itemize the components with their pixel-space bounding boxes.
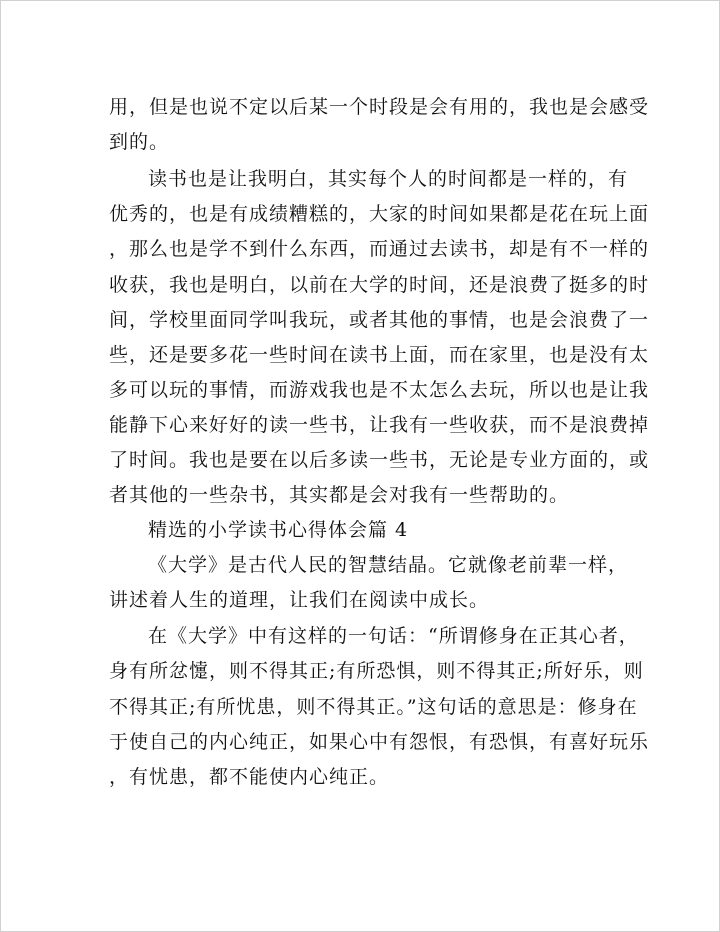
section-heading: 精选的小学读书心得体会篇 4 bbox=[148, 519, 409, 541]
text-line: 不得其正;有所忧患，则不得其正。”这句话的意思是：修身在 bbox=[109, 696, 638, 718]
text-line: 到的。 bbox=[109, 131, 170, 153]
text-line: 用，但是也说不定以后某一个时段是会有用的，我也是会感受 bbox=[109, 96, 650, 118]
text-line: 者其他的一些杂书，其实都是会对我有一些帮助的。 bbox=[109, 484, 570, 506]
text-line: ，那么也是学不到什么东西，而通过去读书，却是有不一样的 bbox=[109, 238, 650, 260]
text-line: 收获，我也是明白，以前在大学的时间，还是浪费了挺多的时 bbox=[109, 274, 650, 296]
text-line: 了时间。我也是要在以后多读一些书，无论是专业方面的，或 bbox=[109, 449, 650, 471]
text-line: 《大学》是古代人民的智慧结晶。它就像老前辈一样， bbox=[148, 554, 629, 576]
text-line: 能静下心来好好的读一些书，让我有一些收获，而不是浪费掉 bbox=[109, 414, 650, 436]
text-line: 讲述着人生的道理，让我们在阅读中成长。 bbox=[109, 589, 490, 611]
text-line: 优秀的，也是有成绩糟糕的，大家的时间如果都是花在玩上面 bbox=[109, 203, 650, 225]
text-line: 读书也是让我明白，其实每个人的时间都是一样的，有 bbox=[148, 168, 629, 190]
text-line: 于使自己的内心纯正，如果心中有怨恨，有恐惧，有喜好玩乐 bbox=[109, 731, 650, 753]
text-line: 些，还是要多花一些时间在读书上面，而在家里，也是没有太 bbox=[109, 344, 650, 366]
text-line: ，有忧患，都不能使内心纯正。 bbox=[109, 766, 390, 788]
text-line: 身有所忿懥，则不得其正;有所恐惧，则不得其正;所好乐，则 bbox=[109, 660, 644, 682]
text-line: 在《大学》中有这样的一句话：“所谓修身在正其心者， bbox=[148, 625, 639, 647]
text-line: 多可以玩的事情，而游戏我也是不太怎么去玩，所以也是让我 bbox=[109, 379, 650, 401]
text-line: 间，学校里面同学叫我玩，或者其他的事情，也是会浪费了一 bbox=[109, 309, 650, 331]
